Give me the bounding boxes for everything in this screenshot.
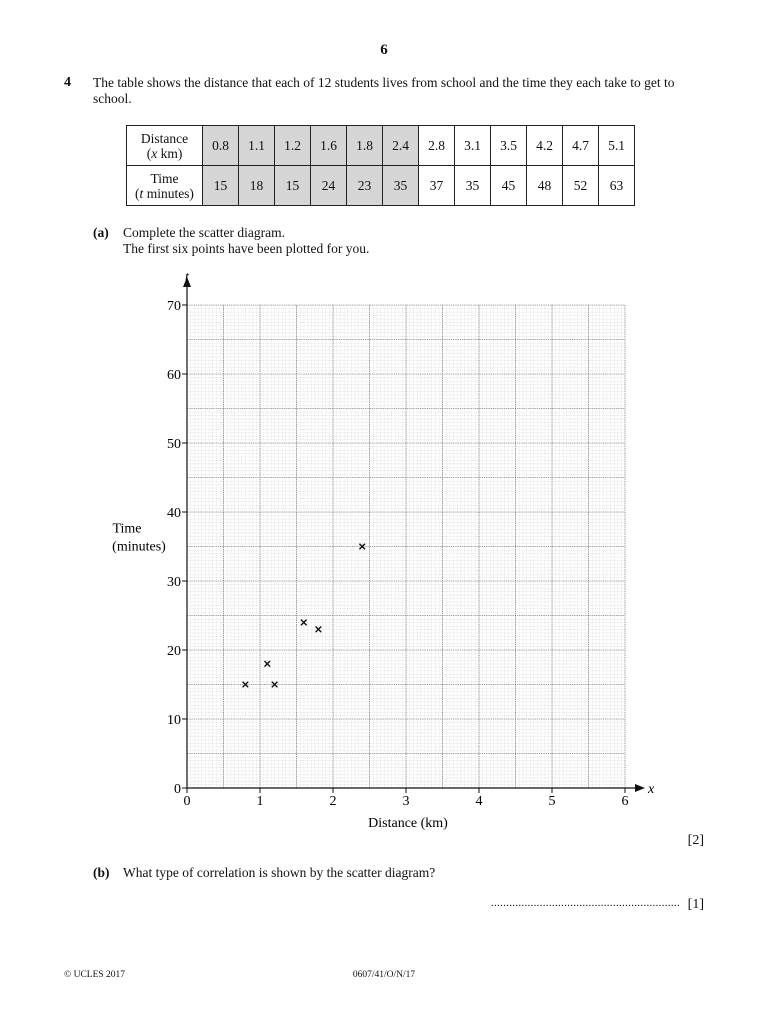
time-cell: 18	[239, 166, 275, 206]
y-tick-label: 50	[167, 437, 181, 452]
copyright: © UCLES 2017	[64, 970, 126, 980]
x-tick-label: 6	[621, 794, 629, 809]
time-cell: 35	[455, 166, 491, 206]
distance-cell: 1.1	[239, 126, 275, 166]
question-text: The table shows the distance that each of 12 students lives from school and the time they each take to get to school.	[93, 75, 675, 106]
data-table	[126, 125, 635, 206]
question-number: 4	[64, 75, 71, 90]
y-tick-label: 20	[167, 644, 181, 659]
distance-cell: 4.2	[527, 126, 563, 166]
distance-header-line2: (x km)	[146, 145, 183, 161]
distance-cell: 1.2	[275, 126, 311, 166]
x-axis-symbol: x	[648, 782, 655, 797]
distance-row	[127, 126, 635, 166]
part-b-answer-line[interactable]: ..............................................................	[490, 897, 680, 909]
x-axis-label: Distance (km)	[368, 816, 448, 831]
y-axis-symbol: t	[185, 270, 189, 285]
part-a-line2: The first six points have been plotted for you.	[123, 241, 370, 256]
paper-code: 0607/41/O/N/17	[352, 970, 416, 980]
time-cell: 15	[203, 166, 239, 206]
part-a-marks: [2]	[687, 833, 704, 848]
part-a-instruction	[123, 225, 369, 257]
time-cell: 52	[563, 166, 599, 206]
y-tick-label: 10	[167, 713, 181, 728]
distance-cell: 1.6	[311, 126, 347, 166]
distance-cell: 0.8	[203, 126, 239, 166]
distance-cell: 5.1	[599, 126, 635, 166]
y-tick-label: 0	[174, 782, 181, 797]
part-a-line1: Complete the scatter diagram.	[123, 225, 285, 240]
scatter-diagram	[0, 265, 768, 845]
time-cell: 37	[419, 166, 455, 206]
x-tick-label: 1	[256, 794, 264, 809]
part-b-label: (b)	[93, 865, 110, 880]
time-cell: 35	[383, 166, 419, 206]
distance-cell: 1.8	[347, 126, 383, 166]
y-axis-label-line2: (minutes)	[112, 539, 166, 555]
time-cell: 45	[491, 166, 527, 206]
y-tick-label: 70	[167, 299, 181, 314]
distance-header	[127, 126, 203, 166]
distance-header-line1: Distance	[140, 130, 189, 146]
time-row	[127, 166, 635, 206]
time-header-line1: Time	[150, 170, 179, 186]
time-cell: 63	[599, 166, 635, 206]
time-header	[127, 166, 203, 206]
x-tick-label: 3	[402, 794, 410, 809]
time-cell: 15	[275, 166, 311, 206]
time-cell: 24	[311, 166, 347, 206]
x-tick-label: 4	[475, 794, 483, 809]
part-b-marks: [1]	[687, 897, 704, 912]
page-number: 6	[380, 42, 388, 58]
time-header-line2: (t minutes)	[135, 185, 194, 201]
time-cell: 23	[347, 166, 383, 206]
distance-cell: 2.8	[419, 126, 455, 166]
y-tick-label: 40	[167, 506, 181, 521]
distance-cell: 4.7	[563, 126, 599, 166]
x-axis-arrow	[635, 784, 645, 792]
y-tick-label: 30	[167, 575, 181, 590]
y-tick-label: 60	[167, 368, 181, 383]
x-tick-label: 5	[548, 794, 556, 809]
part-b-question: What type of correlation is shown by the scatter diagram?	[123, 865, 436, 880]
part-a-label: (a)	[93, 225, 109, 240]
distance-cell: 2.4	[383, 126, 419, 166]
y-axis-label-line1: Time	[112, 521, 142, 537]
x-tick-label: 0	[183, 794, 191, 809]
distance-cell: 3.1	[455, 126, 491, 166]
distance-cell: 3.5	[491, 126, 527, 166]
x-tick-label: 2	[329, 794, 337, 809]
time-cell: 48	[527, 166, 563, 206]
